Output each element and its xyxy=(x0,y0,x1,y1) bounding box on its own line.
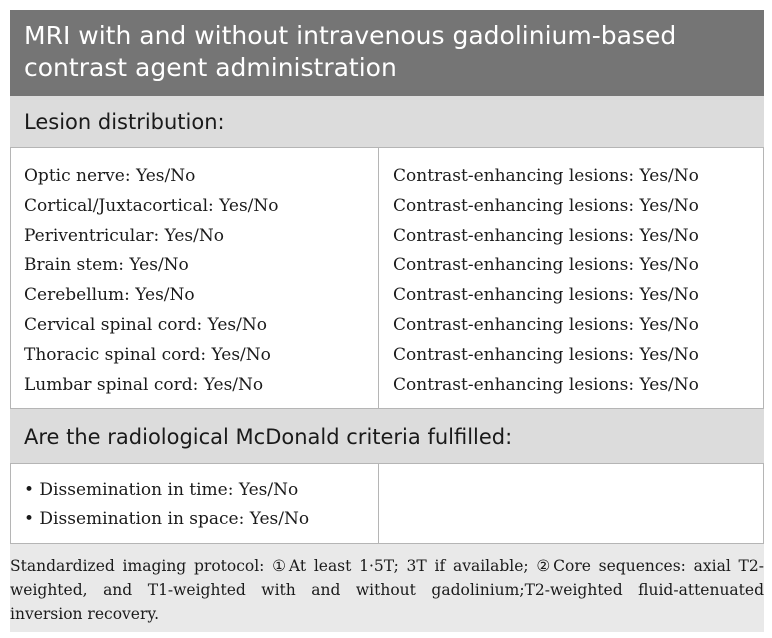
lesion-location-column xyxy=(11,148,379,408)
lesion-location-item: Periventricular: Yes/No xyxy=(24,225,224,246)
criteria-bullet-item: • Dissemination in time: Yes/No xyxy=(24,480,299,500)
contrast-enhancing-item: Contrast-enhancing lesions: Yes/No xyxy=(393,374,699,395)
lesion-distribution-heading: Lesion distribution: xyxy=(10,96,764,148)
lesion-location-item: Cerebellum: Yes/No xyxy=(24,285,195,306)
lesion-location-item: Thoracic spinal cord: Yes/No xyxy=(24,344,271,365)
contrast-enhancing-item: Contrast-enhancing lesions: Yes/No xyxy=(393,285,699,306)
lesion-distribution-rows xyxy=(10,148,764,408)
mcdonald-criteria-rows xyxy=(10,464,764,544)
table-title: MRI with and without intravenous gadolinium-based contrast agent administration xyxy=(10,10,764,96)
contrast-enhancing-column xyxy=(379,148,763,408)
criteria-column xyxy=(11,464,379,543)
criteria-empty-cell xyxy=(379,464,763,543)
lesion-location-item: Cervical spinal cord: Yes/No xyxy=(24,314,267,335)
table-footnote: Standardized imaging protocol: ①At least 1·5T; 3T if available; ②Core sequences: axial T2-weighted, and T1-weighted with and without gadolinium;T2-weighted fluid-attenuated inversion recovery. xyxy=(10,544,764,632)
contrast-enhancing-item: Contrast-enhancing lesions: Yes/No xyxy=(393,166,699,186)
contrast-enhancing-item: Contrast-enhancing lesions: Yes/No xyxy=(393,255,699,276)
lesion-location-item: Optic nerve: Yes/No xyxy=(24,166,196,186)
lesion-location-item: Cortical/Juxtacortical: Yes/No xyxy=(24,195,279,216)
contrast-enhancing-item: Contrast-enhancing lesions: Yes/No xyxy=(393,344,699,365)
contrast-enhancing-item: Contrast-enhancing lesions: Yes/No xyxy=(393,195,699,216)
contrast-enhancing-item: Contrast-enhancing lesions: Yes/No xyxy=(393,225,699,246)
contrast-enhancing-item: Contrast-enhancing lesions: Yes/No xyxy=(393,314,699,335)
lesion-location-item: Brain stem: Yes/No xyxy=(24,255,189,276)
mcdonald-criteria-heading: Are the radiological McDonald criteria fulfilled: xyxy=(10,408,764,464)
lesion-location-item: Lumbar spinal cord: Yes/No xyxy=(24,374,264,395)
criteria-bullet-item: • Dissemination in space: Yes/No xyxy=(24,509,310,529)
